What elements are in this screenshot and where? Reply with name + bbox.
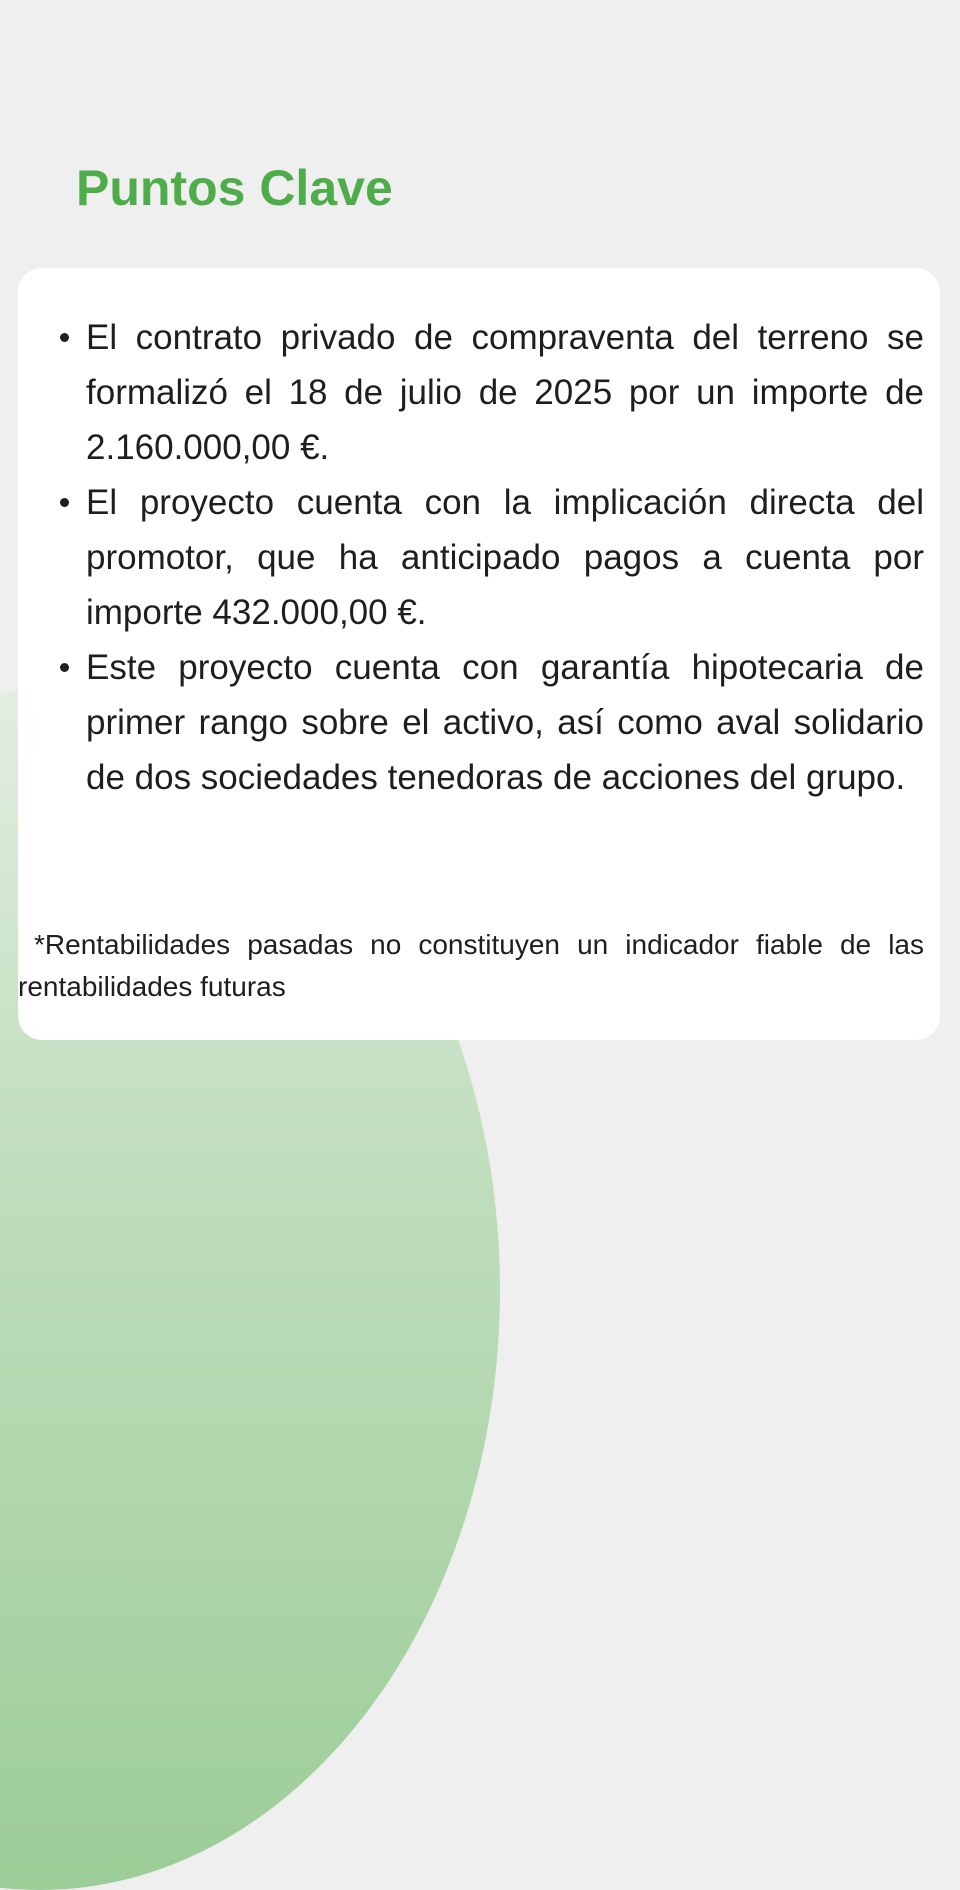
key-points-list	[86, 310, 924, 805]
list-item	[86, 640, 924, 805]
page-title: Puntos Clave	[76, 160, 393, 216]
disclaimer-footnote: *Rentabilidades pasadas no constituyen un indicador fiable de las rentabilidades futuras	[18, 929, 924, 1002]
list-item	[86, 475, 924, 640]
bullet-icon	[60, 663, 69, 672]
bullet-text: Este proyecto cuenta con garantía hipotecaria de primer rango sobre el activo, así como aval solidario de dos sociedades tenedoras de acciones del grupo.	[86, 648, 924, 797]
bullet-icon	[60, 498, 69, 507]
key-points-card	[18, 268, 940, 1040]
bullet-text: El contrato privado de compraventa del terreno se formalizó el 18 de julio de 2025 por un importe de 2.160.000,00 €.	[86, 318, 924, 467]
list-item	[86, 310, 924, 475]
bullet-text: El proyecto cuenta con la implicación directa del promotor, que ha anticipado pagos a cuenta por importe 432.000,00 €.	[86, 483, 924, 632]
bullet-icon	[60, 333, 69, 342]
